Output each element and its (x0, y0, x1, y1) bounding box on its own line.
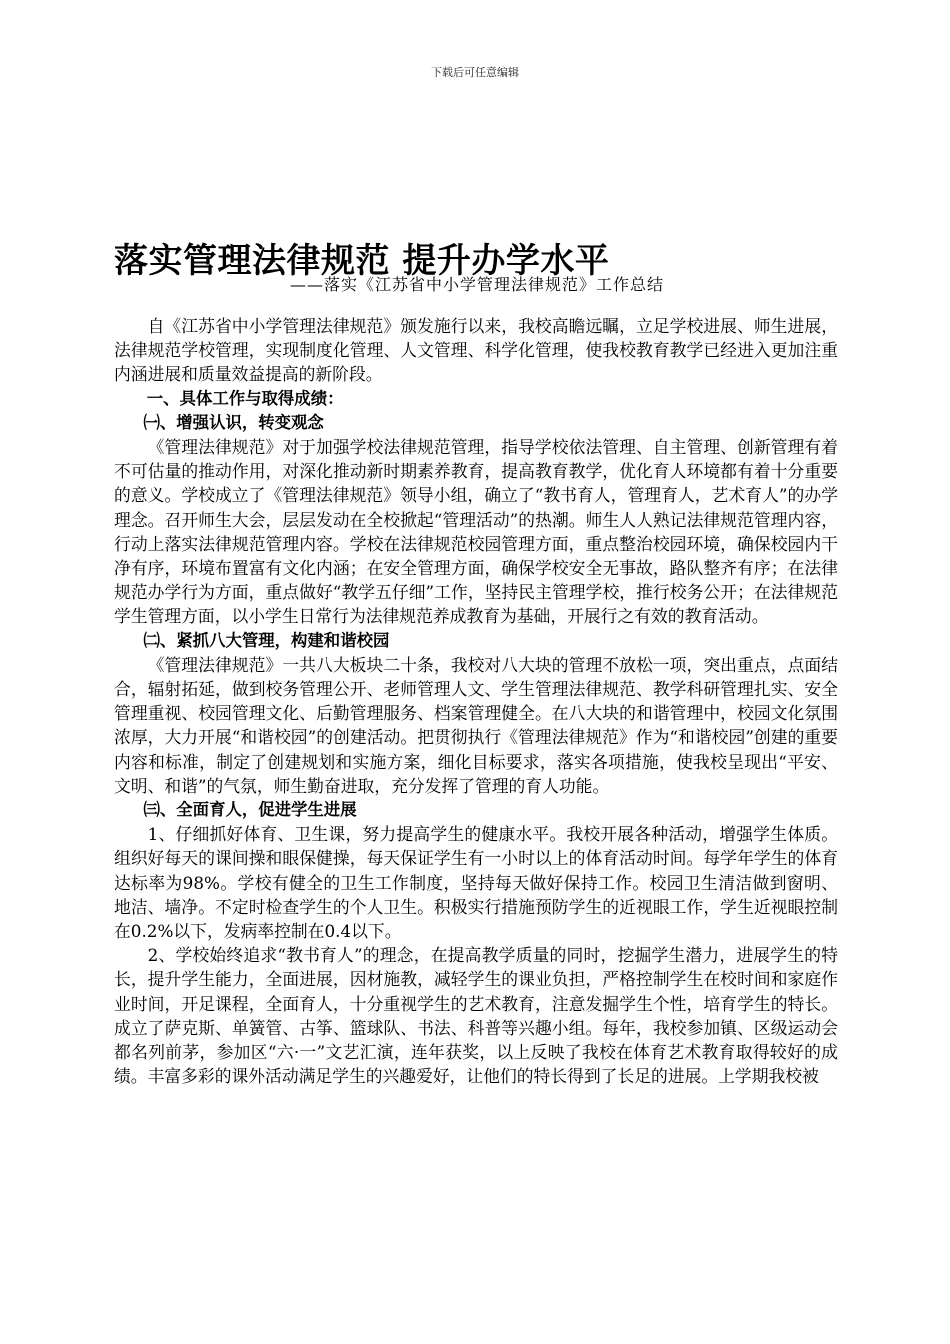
paragraph: 1、仔细抓好体育、卫生课，努力提高学生的健康水平。我校开展各种活动，增强学生体质。组织好每天的课间操和眼保健操，每天保证学生有一小时以上的体育活动时间。每学年学生的体育达标率为98%。学校有健全的卫生工作制度，坚持每天做好保持工作。校园卫生清洁做到窗明、地洁、墙净。不定时检查学生的个人卫生。积极实行措施预防学生的近视眼工作，学生近视眼控制在0.2%以下，发病率控制在0.4以下。 (114, 824, 838, 942)
document-title: 落实管理法律规范 提升办学水平 (114, 240, 610, 281)
section-heading: 一、具体工作与取得成绩： (146, 388, 344, 408)
subsection-heading: ㈠、增强认识，转变观念 (143, 412, 324, 432)
intro-paragraph: 自《江苏省中小学管理法律规范》颁发施行以来，我校高瞻远瞩，立足学校进展、师生进展，法律规范学校管理，实现制度化管理、人文管理、科学化管理，使我校教育教学已经进入更加注重内涵进展和质量效益提高的新阶段。 (114, 316, 838, 385)
document-body (114, 314, 838, 1089)
paragraph: 《管理法律规范》对于加强学校法律规范管理，指导学校依法管理、自主管理、创新管理有着不可估量的推动作用，对深化推动新时期素养教育，提高教育教学，优化育人环境都有着十分重要的意义。学校成立了《管理法律规范》领导小组，确立了“教书育人，管理育人，艺术育人”的办学理念。召开师生大会，层层发动在全校掀起“管理活动”的热潮。师生人人熟记法律规范管理内容，行动上落实法律规范管理内容。学校在法律规范校园管理方面，重点整治校园环境，确保校园内干净有序，环境布置富有文化内涵；在安全管理方面，确保学校安全无事故，路队整齐有序；在法律规范办学行为方面，重点做好“教学五仔细”工作，坚持民主管理学校，推行校务公开；在法律规范学生管理方面，以小学生日常行为法律规范养成教育为基础，开展行之有效的教育活动。 (114, 437, 838, 627)
paragraph: 《管理法律规范》一共八大板块二十条，我校对八大块的管理不放松一项，突出重点，点面结合，辐射拓延，做到校务管理公开、老师管理人文、学生管理法律规范、教学科研管理扎实、安全管理重视、校园管理文化、后勤管理服务、档案管理健全。在八大块的和谐管理中，校园文化氛围浓厚，大力开展“和谐校园”的创建活动。把贯彻执行《管理法律规范》作为“和谐校园”创建的重要内容和标准，制定了创建规划和实施方案，细化目标要求，落实各项措施，使我校呈现出“平安、文明、和谐”的气氛，师生勤奋进取，充分发挥了管理的育人功能。 (114, 654, 838, 796)
paragraph: 2、学校始终追求“教书育人”的理念，在提高教学质量的同时，挖掘学生潜力，进展学生的特长，提升学生能力，全面进展，因材施教，减轻学生的课业负担，严格控制学生在校时间和家庭作业时间，开足课程，全面育人，十分重视学生的艺术教育，注意发掘学生个性，培育学生的特长。成立了萨克斯、单簧管、古筝、篮球队、书法、科普等兴趣小组。每年，我校参加镇、区级运动会都名列前茅，参加区“六·一”文艺汇演，连年获奖，以上反映了我校在体育艺术教育取得较好的成绩。丰富多彩的课外活动满足学生的兴趣爱好，让他们的特长得到了长足的进展。上学期我校被 (114, 945, 838, 1087)
subsection-heading: ㈢、全面育人，促进学生进展 (143, 800, 357, 820)
page-header-note: 下载后可任意编辑 (431, 66, 519, 79)
subsection-heading: ㈡、紧抓八大管理，构建和谐校园 (143, 630, 390, 650)
document-subtitle: ——落实《江苏省中小学管理法律规范》工作总结 (290, 275, 665, 294)
